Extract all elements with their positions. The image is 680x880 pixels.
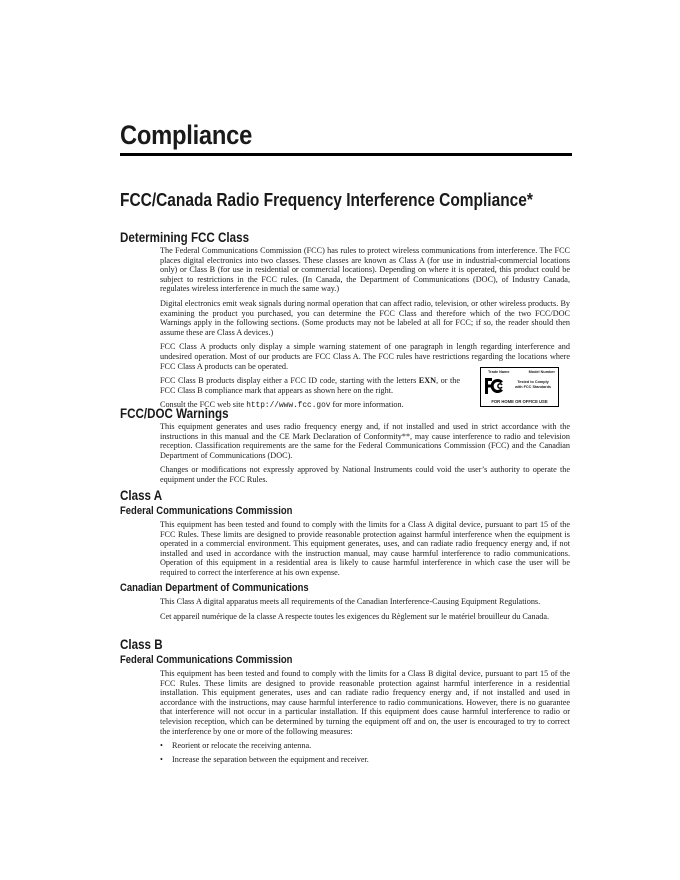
class-a-doc-heading: Canadian Department of Communications: [120, 582, 309, 594]
class-b-heading: Class B: [120, 637, 163, 652]
determining-p4: FCC Class B products display either a FCC ID code, starting with the letters EXN, or the FCC Class B compliance mark that appears as shown here on the right.: [160, 376, 460, 395]
fcc-trade-name: Trade Name: [488, 370, 510, 374]
fcc-id-prefix: EXN: [418, 376, 437, 386]
fcc-website-link[interactable]: http://www.fcc.gov: [246, 402, 331, 411]
determining-heading: Determining FCC Class: [120, 230, 250, 245]
page-title: Compliance: [120, 120, 253, 150]
class-b-measures-list: [160, 741, 570, 764]
fcc-compliance-mark: [480, 367, 559, 407]
class-a-doc-body: [160, 597, 570, 626]
warnings-p2: Changes or modifications not expressly approved by National Instruments could void the user’s authority to operate the equipment under the FCC Rules.: [160, 465, 570, 484]
class-b-fcc-heading: Federal Communications Commission: [120, 654, 293, 666]
class-b-fcc-p: This equipment has been tested and found to comply with the limits for a Class B digital device, pursuant to part 15 of the FCC Rules. These limits are designed to provide reasonable protection against harmful interference in a residential installation. This equipment generates, uses and can radiate radio frequency energy and, if not installed and used in accordance with the instructions, may cause harmful interference to radio communications. However, there is no guarantee that interference will not occur in a particular installation. If this equipment does cause harmful interference to radio or television reception, which can be determined by turning the equipment off and on, the user is encouraged to try to correct the interference by one or more of the following measures:: [160, 669, 570, 736]
fcc-tested-line2: with FCC Standards: [514, 384, 552, 389]
title-rule: [120, 153, 572, 156]
determining-p2: Digital electronics emit weak signals during normal operation that can affect radio, television, or other wireless products. By examining the product you purchased, you can determine the FCC Class and therefore which of the two FCC/DOC Warnings apply in the following sections. (Some products may not be labeled at all for FCC; if so, the reader should then assume these are Class A devices.): [160, 298, 570, 337]
determining-p3: FCC Class A products only display a simple warning statement of one paragraph in length regarding interference and undesired operation. Most of our products are FCC Class A. The FCC rules have restrictions regarding the locations where FCC Class A products can be operated.: [160, 342, 570, 371]
fcc-home-office-label: FOR HOME OR OFFICE USE: [491, 399, 548, 404]
class-a-fcc-body: [160, 520, 570, 583]
list-item: • Increase the separation between the equipment and receiver.: [160, 755, 570, 765]
fcc-logo-icon: [484, 377, 504, 395]
section-title: FCC/Canada Radio Frequency Interference Compliance*: [120, 190, 533, 210]
fcc-model-number: Model Number: [528, 370, 555, 374]
warnings-body: [160, 422, 570, 490]
class-a-fcc-heading: Federal Communications Commission: [120, 505, 293, 517]
class-a-doc-p1: This Class A digital apparatus meets all requirements of the Canadian Interference-Causing Equipment Regulations.: [160, 597, 541, 606]
warnings-p1: This equipment generates and uses radio frequency energy and, if not installed and used in strict accordance with the instructions in this manual and the CE Mark Declaration of Conformity**, may cause interference to radio and television reception. Classification requirements are the same for the Federal Communications Commission (FCC) and the Canadian Department of Communications (DOC).: [160, 422, 570, 460]
determining-p1: The Federal Communications Commission (FCC) has rules to protect wireless communications from interference. The FCC places digital electronics into two classes. These classes are known as Class A (for use in industrial-commercial locations only) or Class B (for use in residential or commercial locations). Depending on where it is operated, this product could be subject to restrictions in the FCC rules. (In Canada, the Department of Communications (DOC), of Industry Canada, regulates wireless interference in much the same way.): [160, 246, 570, 294]
class-a-heading: Class A: [120, 488, 163, 503]
class-a-fcc-p: This equipment has been tested and found to comply with the limits for a Class A digital device, pursuant to part 15 of the FCC Rules. These limits are designed to provide reasonable protection against harmful interference when the equipment is operated in a commercial environment. This equipment generates, uses, and can radiate radio frequency energy and, if not installed and used in accordance with the instruction manual, may cause harmful interference to radio communications. Operation of this equipment in a residential area is likely to cause harmful interference in which case the user will be required to correct the interference at his own expense.: [160, 520, 570, 577]
class-b-fcc-body: [160, 669, 570, 768]
determining-p5: Consult the FCC web site http://www.fcc.gov for more information.: [160, 400, 404, 411]
list-item: • Reorient or relocate the receiving antenna.: [160, 741, 570, 751]
fcc-tested-line1: Tested to Comply: [517, 380, 549, 384]
class-a-doc-p2: Cet appareil numérique de la classe A respecte toutes les exigences du Règlement sur le matériel brouilleur du Canada.: [160, 611, 549, 621]
warnings-heading: FCC/DOC Warnings: [120, 406, 229, 421]
